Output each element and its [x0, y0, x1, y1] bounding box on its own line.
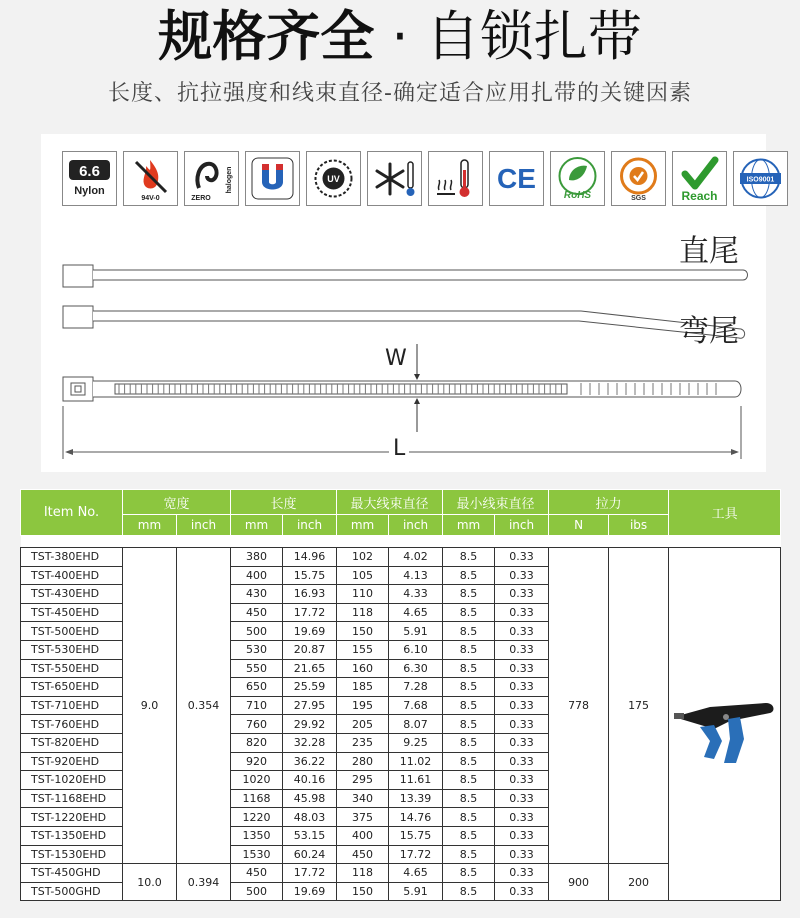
length-inch-cell: 32.28	[283, 733, 337, 752]
tensile-lbs-cell: 200	[609, 864, 669, 901]
max-bundle-mm-cell: 150	[337, 882, 389, 901]
min-bundle-inch-cell: 0.33	[495, 585, 549, 604]
length-mm-cell: 820	[231, 733, 283, 752]
max-bundle-inch-cell: 6.30	[389, 659, 443, 678]
straight-tail-tie	[63, 265, 748, 287]
min-bundle-inch-cell: 0.33	[495, 733, 549, 752]
length-inch-cell: 60.24	[283, 845, 337, 864]
max-bundle-mm-cell: 118	[337, 864, 389, 883]
length-inch-cell: 15.75	[283, 566, 337, 585]
length-inch-cell: 36.22	[283, 752, 337, 771]
header-max-bundle: 最大线束直径	[337, 490, 443, 515]
min-bundle-mm-cell: 8.5	[443, 585, 495, 604]
max-bundle-mm-cell: 150	[337, 622, 389, 641]
min-bundle-inch-cell: 0.33	[495, 882, 549, 901]
unit-mm: mm	[337, 515, 389, 536]
min-bundle-inch-cell: 0.33	[495, 752, 549, 771]
svg-text:ISO9001: ISO9001	[746, 176, 775, 184]
svg-text:RoHS: RoHS	[563, 190, 592, 201]
max-bundle-inch-cell: 6.10	[389, 640, 443, 659]
svg-text:Reach: Reach	[681, 189, 718, 203]
min-bundle-mm-cell: 8.5	[443, 882, 495, 901]
min-bundle-inch-cell: 0.33	[495, 548, 549, 567]
svg-text:SGS: SGS	[631, 195, 646, 202]
min-bundle-inch-cell: 0.33	[495, 696, 549, 715]
min-bundle-mm-cell: 8.5	[443, 640, 495, 659]
length-mm-cell: 550	[231, 659, 283, 678]
max-bundle-mm-cell: 160	[337, 659, 389, 678]
length-mm-cell: 1020	[231, 771, 283, 790]
max-bundle-inch-cell: 14.76	[389, 808, 443, 827]
straight-tail-label: 直尾	[679, 234, 739, 269]
unit-inch: inch	[283, 515, 337, 536]
item-number-cell: TST-430EHD	[21, 585, 123, 604]
length-mm-cell: 920	[231, 752, 283, 771]
unit-mm: mm	[443, 515, 495, 536]
item-number-cell: TST-820EHD	[21, 733, 123, 752]
length-mm-cell: 1530	[231, 845, 283, 864]
item-number-cell: TST-1220EHD	[21, 808, 123, 827]
header-width: 宽度	[123, 490, 231, 515]
length-inch-cell: 27.95	[283, 696, 337, 715]
header-item-no: Item No.	[21, 490, 123, 536]
item-number-cell: TST-500GHD	[21, 882, 123, 901]
max-bundle-inch-cell: 7.28	[389, 678, 443, 697]
min-bundle-inch-cell: 0.33	[495, 566, 549, 585]
min-bundle-mm-cell: 8.5	[443, 808, 495, 827]
length-inch-cell: 45.98	[283, 789, 337, 808]
length-mm-cell: 1168	[231, 789, 283, 808]
min-bundle-mm-cell: 8.5	[443, 733, 495, 752]
max-bundle-mm-cell: 118	[337, 603, 389, 622]
length-inch-cell: 17.72	[283, 864, 337, 883]
min-bundle-inch-cell: 0.33	[495, 771, 549, 790]
max-bundle-mm-cell: 105	[337, 566, 389, 585]
max-bundle-inch-cell: 7.68	[389, 696, 443, 715]
length-mm-cell: 1220	[231, 808, 283, 827]
item-number-cell: TST-920EHD	[21, 752, 123, 771]
item-number-cell: TST-1350EHD	[21, 826, 123, 845]
min-bundle-mm-cell: 8.5	[443, 826, 495, 845]
page-subtitle: 长度、抗拉强度和线束直径-确定适合应用扎带的关键因素	[108, 81, 692, 106]
min-bundle-mm-cell: 8.5	[443, 622, 495, 641]
item-number-cell: TST-530EHD	[21, 640, 123, 659]
item-number-cell: TST-1168EHD	[21, 789, 123, 808]
min-bundle-inch-cell: 0.33	[495, 826, 549, 845]
length-mm-cell: 710	[231, 696, 283, 715]
min-bundle-inch-cell: 0.33	[495, 845, 549, 864]
item-number-cell: TST-450GHD	[21, 864, 123, 883]
length-mm-cell: 380	[231, 548, 283, 567]
max-bundle-inch-cell: 5.91	[389, 882, 443, 901]
max-bundle-mm-cell: 155	[337, 640, 389, 659]
table-row	[21, 548, 781, 567]
length-mm-cell: 400	[231, 566, 283, 585]
max-bundle-mm-cell: 185	[337, 678, 389, 697]
unit-n: N	[549, 515, 609, 536]
item-number-cell: TST-500EHD	[21, 622, 123, 641]
max-bundle-inch-cell: 13.39	[389, 789, 443, 808]
length-inch-cell: 48.03	[283, 808, 337, 827]
item-number-cell: TST-550EHD	[21, 659, 123, 678]
max-bundle-mm-cell: 195	[337, 696, 389, 715]
unit-inch: inch	[389, 515, 443, 536]
max-bundle-mm-cell: 110	[337, 585, 389, 604]
length-inch-cell: 19.69	[283, 622, 337, 641]
length-inch-cell: 25.59	[283, 678, 337, 697]
max-bundle-inch-cell: 11.02	[389, 752, 443, 771]
length-mm-cell: 450	[231, 603, 283, 622]
max-bundle-inch-cell: 4.65	[389, 864, 443, 883]
unit-lbs: ibs	[609, 515, 669, 536]
svg-text:ZERO: ZERO	[191, 195, 211, 202]
length-label: L	[389, 436, 409, 461]
length-inch-cell: 17.72	[283, 603, 337, 622]
min-bundle-inch-cell: 0.33	[495, 678, 549, 697]
length-mm-cell: 650	[231, 678, 283, 697]
bent-tail-label: 弯尾	[679, 314, 739, 349]
width-mm-cell: 9.0	[123, 548, 177, 864]
unit-mm: mm	[123, 515, 177, 536]
length-inch-cell: 16.93	[283, 585, 337, 604]
max-bundle-mm-cell: 280	[337, 752, 389, 771]
max-bundle-inch-cell: 8.07	[389, 715, 443, 734]
unit-inch: inch	[177, 515, 231, 536]
max-bundle-mm-cell: 450	[337, 845, 389, 864]
length-mm-cell: 530	[231, 640, 283, 659]
length-inch-cell: 21.65	[283, 659, 337, 678]
tensile-lbs-cell: 175	[609, 548, 669, 864]
length-inch-cell: 14.96	[283, 548, 337, 567]
min-bundle-mm-cell: 8.5	[443, 566, 495, 585]
title-light: 自锁扎带	[425, 5, 642, 68]
header-tool: 工具	[669, 490, 781, 536]
max-bundle-inch-cell: 15.75	[389, 826, 443, 845]
header-length: 长度	[231, 490, 337, 515]
max-bundle-inch-cell: 17.72	[389, 845, 443, 864]
item-number-cell: TST-650EHD	[21, 678, 123, 697]
bent-tail-tie	[63, 306, 745, 338]
item-number-cell: TST-400EHD	[21, 566, 123, 585]
min-bundle-inch-cell: 0.33	[495, 789, 549, 808]
min-bundle-inch-cell: 0.33	[495, 640, 549, 659]
table-row	[21, 864, 781, 883]
length-mm-cell: 500	[231, 622, 283, 641]
min-bundle-inch-cell: 0.33	[495, 808, 549, 827]
tensile-n-cell: 900	[549, 864, 609, 901]
min-bundle-inch-cell: 0.33	[495, 659, 549, 678]
tensile-n-cell: 778	[549, 548, 609, 864]
svg-text:CE: CE	[497, 163, 536, 194]
length-inch-cell: 29.92	[283, 715, 337, 734]
unit-mm: mm	[231, 515, 283, 536]
max-bundle-mm-cell: 205	[337, 715, 389, 734]
spec-table	[20, 489, 781, 901]
item-number-cell: TST-1530EHD	[21, 845, 123, 864]
min-bundle-mm-cell: 8.5	[443, 789, 495, 808]
min-bundle-inch-cell: 0.33	[495, 864, 549, 883]
min-bundle-mm-cell: 8.5	[443, 548, 495, 567]
svg-text:94V-0: 94V-0	[141, 195, 160, 202]
max-bundle-mm-cell: 375	[337, 808, 389, 827]
title-bold: 规格齐全	[158, 5, 375, 68]
max-bundle-mm-cell: 340	[337, 789, 389, 808]
min-bundle-inch-cell: 0.33	[495, 715, 549, 734]
tie-gun-tool-icon	[670, 679, 780, 769]
diagram-panel	[41, 134, 775, 472]
min-bundle-inch-cell: 0.33	[495, 603, 549, 622]
min-bundle-mm-cell: 8.5	[443, 752, 495, 771]
length-mm-cell: 1350	[231, 826, 283, 845]
min-bundle-mm-cell: 8.5	[443, 678, 495, 697]
unit-inch: inch	[495, 515, 549, 536]
length-mm-cell: 450	[231, 864, 283, 883]
width-inch-cell: 0.354	[177, 548, 231, 864]
max-bundle-mm-cell: 295	[337, 771, 389, 790]
max-bundle-mm-cell: 102	[337, 548, 389, 567]
length-mm-cell: 760	[231, 715, 283, 734]
max-bundle-inch-cell: 9.25	[389, 733, 443, 752]
min-bundle-mm-cell: 8.5	[443, 864, 495, 883]
min-bundle-mm-cell: 8.5	[443, 659, 495, 678]
length-inch-cell: 20.87	[283, 640, 337, 659]
item-number-cell: TST-380EHD	[21, 548, 123, 567]
item-number-cell: TST-450EHD	[21, 603, 123, 622]
min-bundle-inch-cell: 0.33	[495, 622, 549, 641]
max-bundle-mm-cell: 235	[337, 733, 389, 752]
min-bundle-mm-cell: 8.5	[443, 696, 495, 715]
length-inch-cell: 19.69	[283, 882, 337, 901]
svg-text:UV: UV	[327, 174, 340, 184]
max-bundle-inch-cell: 4.13	[389, 566, 443, 585]
max-bundle-inch-cell: 4.02	[389, 548, 443, 567]
min-bundle-mm-cell: 8.5	[443, 771, 495, 790]
max-bundle-inch-cell: 4.33	[389, 585, 443, 604]
min-bundle-mm-cell: 8.5	[443, 603, 495, 622]
min-bundle-mm-cell: 8.5	[443, 845, 495, 864]
header-tensile: 拉力	[549, 490, 669, 515]
max-bundle-inch-cell: 4.65	[389, 603, 443, 622]
max-bundle-inch-cell: 5.91	[389, 622, 443, 641]
header-min-bundle: 最小线束直径	[443, 490, 549, 515]
length-mm-cell: 430	[231, 585, 283, 604]
width-label: W	[385, 346, 407, 371]
max-bundle-inch-cell: 11.61	[389, 771, 443, 790]
tool-cell	[669, 548, 781, 901]
min-bundle-mm-cell: 8.5	[443, 715, 495, 734]
length-mm-cell: 500	[231, 882, 283, 901]
item-number-cell: TST-760EHD	[21, 715, 123, 734]
length-inch-cell: 40.16	[283, 771, 337, 790]
cable-tie-drawing	[41, 134, 766, 472]
width-mm-cell: 10.0	[123, 864, 177, 901]
svg-text:6.6: 6.6	[79, 163, 100, 180]
title-separator: ·	[391, 5, 409, 68]
max-bundle-mm-cell: 400	[337, 826, 389, 845]
length-inch-cell: 53.15	[283, 826, 337, 845]
item-number-cell: TST-710EHD	[21, 696, 123, 715]
width-inch-cell: 0.394	[177, 864, 231, 901]
page-title	[0, 2, 800, 72]
item-number-cell: TST-1020EHD	[21, 771, 123, 790]
svg-text:Nylon: Nylon	[74, 185, 105, 197]
svg-text:halogen: halogen	[226, 166, 233, 194]
